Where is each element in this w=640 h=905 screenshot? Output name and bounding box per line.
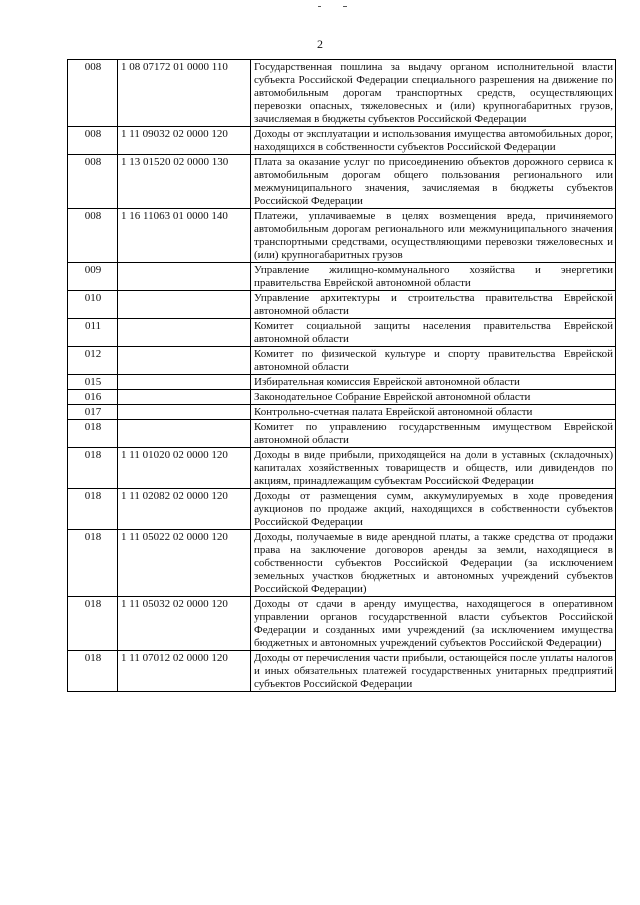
revenue-name-cell: Законодательное Собрание Еврейской автономной области <box>251 390 616 405</box>
admin-code-cell: 010 <box>68 291 118 319</box>
admin-code-cell: 018 <box>68 448 118 489</box>
admin-code-cell: 008 <box>68 209 118 263</box>
budget-code-cell: 1 13 01520 02 0000 130 <box>118 155 251 209</box>
budget-code-cell <box>118 291 251 319</box>
revenue-name-cell: Комитет по управлению государственным имуществом Еврейской автономной области <box>251 420 616 448</box>
admin-code-cell: 018 <box>68 489 118 530</box>
revenue-name-cell: Доходы от перечисления части прибыли, остающейся после уплаты налогов и иных обязательных платежей государственных унитарных предприятий субъектов Российской Федерации <box>251 651 616 692</box>
revenue-name-cell: Доходы, получаемые в виде арендной платы, а также средства от продажи права на заключение договоров аренды за земли, находящиеся в собственности субъектов Российской Федерации (за исключением земельных участков бюджетных и автономных учреждений субъектов Российской Федерации) <box>251 530 616 597</box>
budget-code-cell: 1 11 05022 02 0000 120 <box>118 530 251 597</box>
table-row <box>68 448 616 489</box>
budget-code-cell <box>118 405 251 420</box>
revenue-name-cell: Доходы от эксплуатации и использования имущества автомобильных дорог, находящихся в собственности субъектов Российской Федерации <box>251 127 616 155</box>
budget-code-cell <box>118 347 251 375</box>
table-row <box>68 530 616 597</box>
revenue-name-cell: Плата за оказание услуг по присоединению объектов дорожного сервиса к автомобильным дорогам общего пользования регионального или межмуниципального значения, зачисляемая в бюджеты субъектов Российской Федерации <box>251 155 616 209</box>
table-row <box>68 60 616 127</box>
revenue-name-cell: Управление архитектуры и строительства правительства Еврейской автономной области <box>251 291 616 319</box>
revenue-name-cell: Избирательная комиссия Еврейской автономной области <box>251 375 616 390</box>
revenue-name-cell: Комитет по физической культуре и спорту правительства Еврейской автономной области <box>251 347 616 375</box>
admin-code-cell: 011 <box>68 319 118 347</box>
admin-code-cell: 009 <box>68 263 118 291</box>
table-row <box>68 420 616 448</box>
revenue-name-cell: Доходы от сдачи в аренду имущества, находящегося в оперативном управлении органов государственной власти субъектов Российской Федерации и созданных ими учреждений (за исключением имущества бюджетных и автономных учреждений субъектов Российской Федерации) <box>251 597 616 651</box>
budget-code-cell: 1 11 05032 02 0000 120 <box>118 597 251 651</box>
admin-code-cell: 008 <box>68 127 118 155</box>
table-row <box>68 319 616 347</box>
budget-code-cell: 1 11 02082 02 0000 120 <box>118 489 251 530</box>
table-row <box>68 127 616 155</box>
table-body <box>68 60 616 692</box>
budget-code-cell <box>118 375 251 390</box>
budget-code-cell <box>118 420 251 448</box>
admin-code-cell: 015 <box>68 375 118 390</box>
revenue-name-cell: Государственная пошлина за выдачу органом исполнительной власти субъекта Российской Федерации специального разрешения на движение по автомобильным дорогам транспортных средств, осуществляющих перевозки опасных, тяжеловесных и (или) крупногабаритных грузов, зачисляемая в бюджеты субъектов Российской Федерации <box>251 60 616 127</box>
budget-code-cell <box>118 390 251 405</box>
table-row <box>68 405 616 420</box>
table-row <box>68 651 616 692</box>
table-row <box>68 375 616 390</box>
admin-code-cell: 008 <box>68 155 118 209</box>
table-row <box>68 263 616 291</box>
budget-code-cell: 1 16 11063 01 0000 140 <box>118 209 251 263</box>
admin-code-cell: 012 <box>68 347 118 375</box>
table-row <box>68 209 616 263</box>
budget-code-cell <box>118 263 251 291</box>
budget-code-cell: 1 11 01020 02 0000 120 <box>118 448 251 489</box>
page-number: 2 <box>317 37 323 51</box>
table-row <box>68 597 616 651</box>
revenue-name-cell: Управление жилищно-коммунального хозяйства и энергетики правительства Еврейской автономной области <box>251 263 616 291</box>
revenue-name-cell: Доходы в виде прибыли, приходящейся на доли в уставных (складочных) капиталах хозяйственных товариществ и обществ, или дивидендов по акциям, принадлежащим субъектам Российской Федерации <box>251 448 616 489</box>
admin-code-cell: 008 <box>68 60 118 127</box>
scan-artifact <box>343 6 347 7</box>
revenue-name-cell: Комитет социальной защиты населения правительства Еврейской автономной области <box>251 319 616 347</box>
scan-artifact <box>318 6 321 7</box>
budget-code-cell: 1 11 09032 02 0000 120 <box>118 127 251 155</box>
revenue-name-cell: Доходы от размещения сумм, аккумулируемых в ходе проведения аукционов по продаже акций, находящихся в собственности субъектов Российской Федерации <box>251 489 616 530</box>
table-row <box>68 347 616 375</box>
table-row <box>68 155 616 209</box>
revenue-name-cell: Контрольно-счетная палата Еврейской автономной области <box>251 405 616 420</box>
revenue-name-cell: Платежи, уплачиваемые в целях возмещения вреда, причиняемого автомобильным дорогам регионального или межмуниципального значения транспортными средствами, осуществляющими перевозки тяжеловесных и (или) крупногабаритных грузов <box>251 209 616 263</box>
admin-code-cell: 018 <box>68 651 118 692</box>
table-row <box>68 390 616 405</box>
admin-code-cell: 018 <box>68 597 118 651</box>
table-row <box>68 489 616 530</box>
table-row <box>68 291 616 319</box>
revenue-codes-table <box>67 59 616 692</box>
admin-code-cell: 018 <box>68 420 118 448</box>
budget-code-cell <box>118 319 251 347</box>
admin-code-cell: 018 <box>68 530 118 597</box>
admin-code-cell: 016 <box>68 390 118 405</box>
admin-code-cell: 017 <box>68 405 118 420</box>
budget-code-cell: 1 08 07172 01 0000 110 <box>118 60 251 127</box>
budget-code-cell: 1 11 07012 02 0000 120 <box>118 651 251 692</box>
